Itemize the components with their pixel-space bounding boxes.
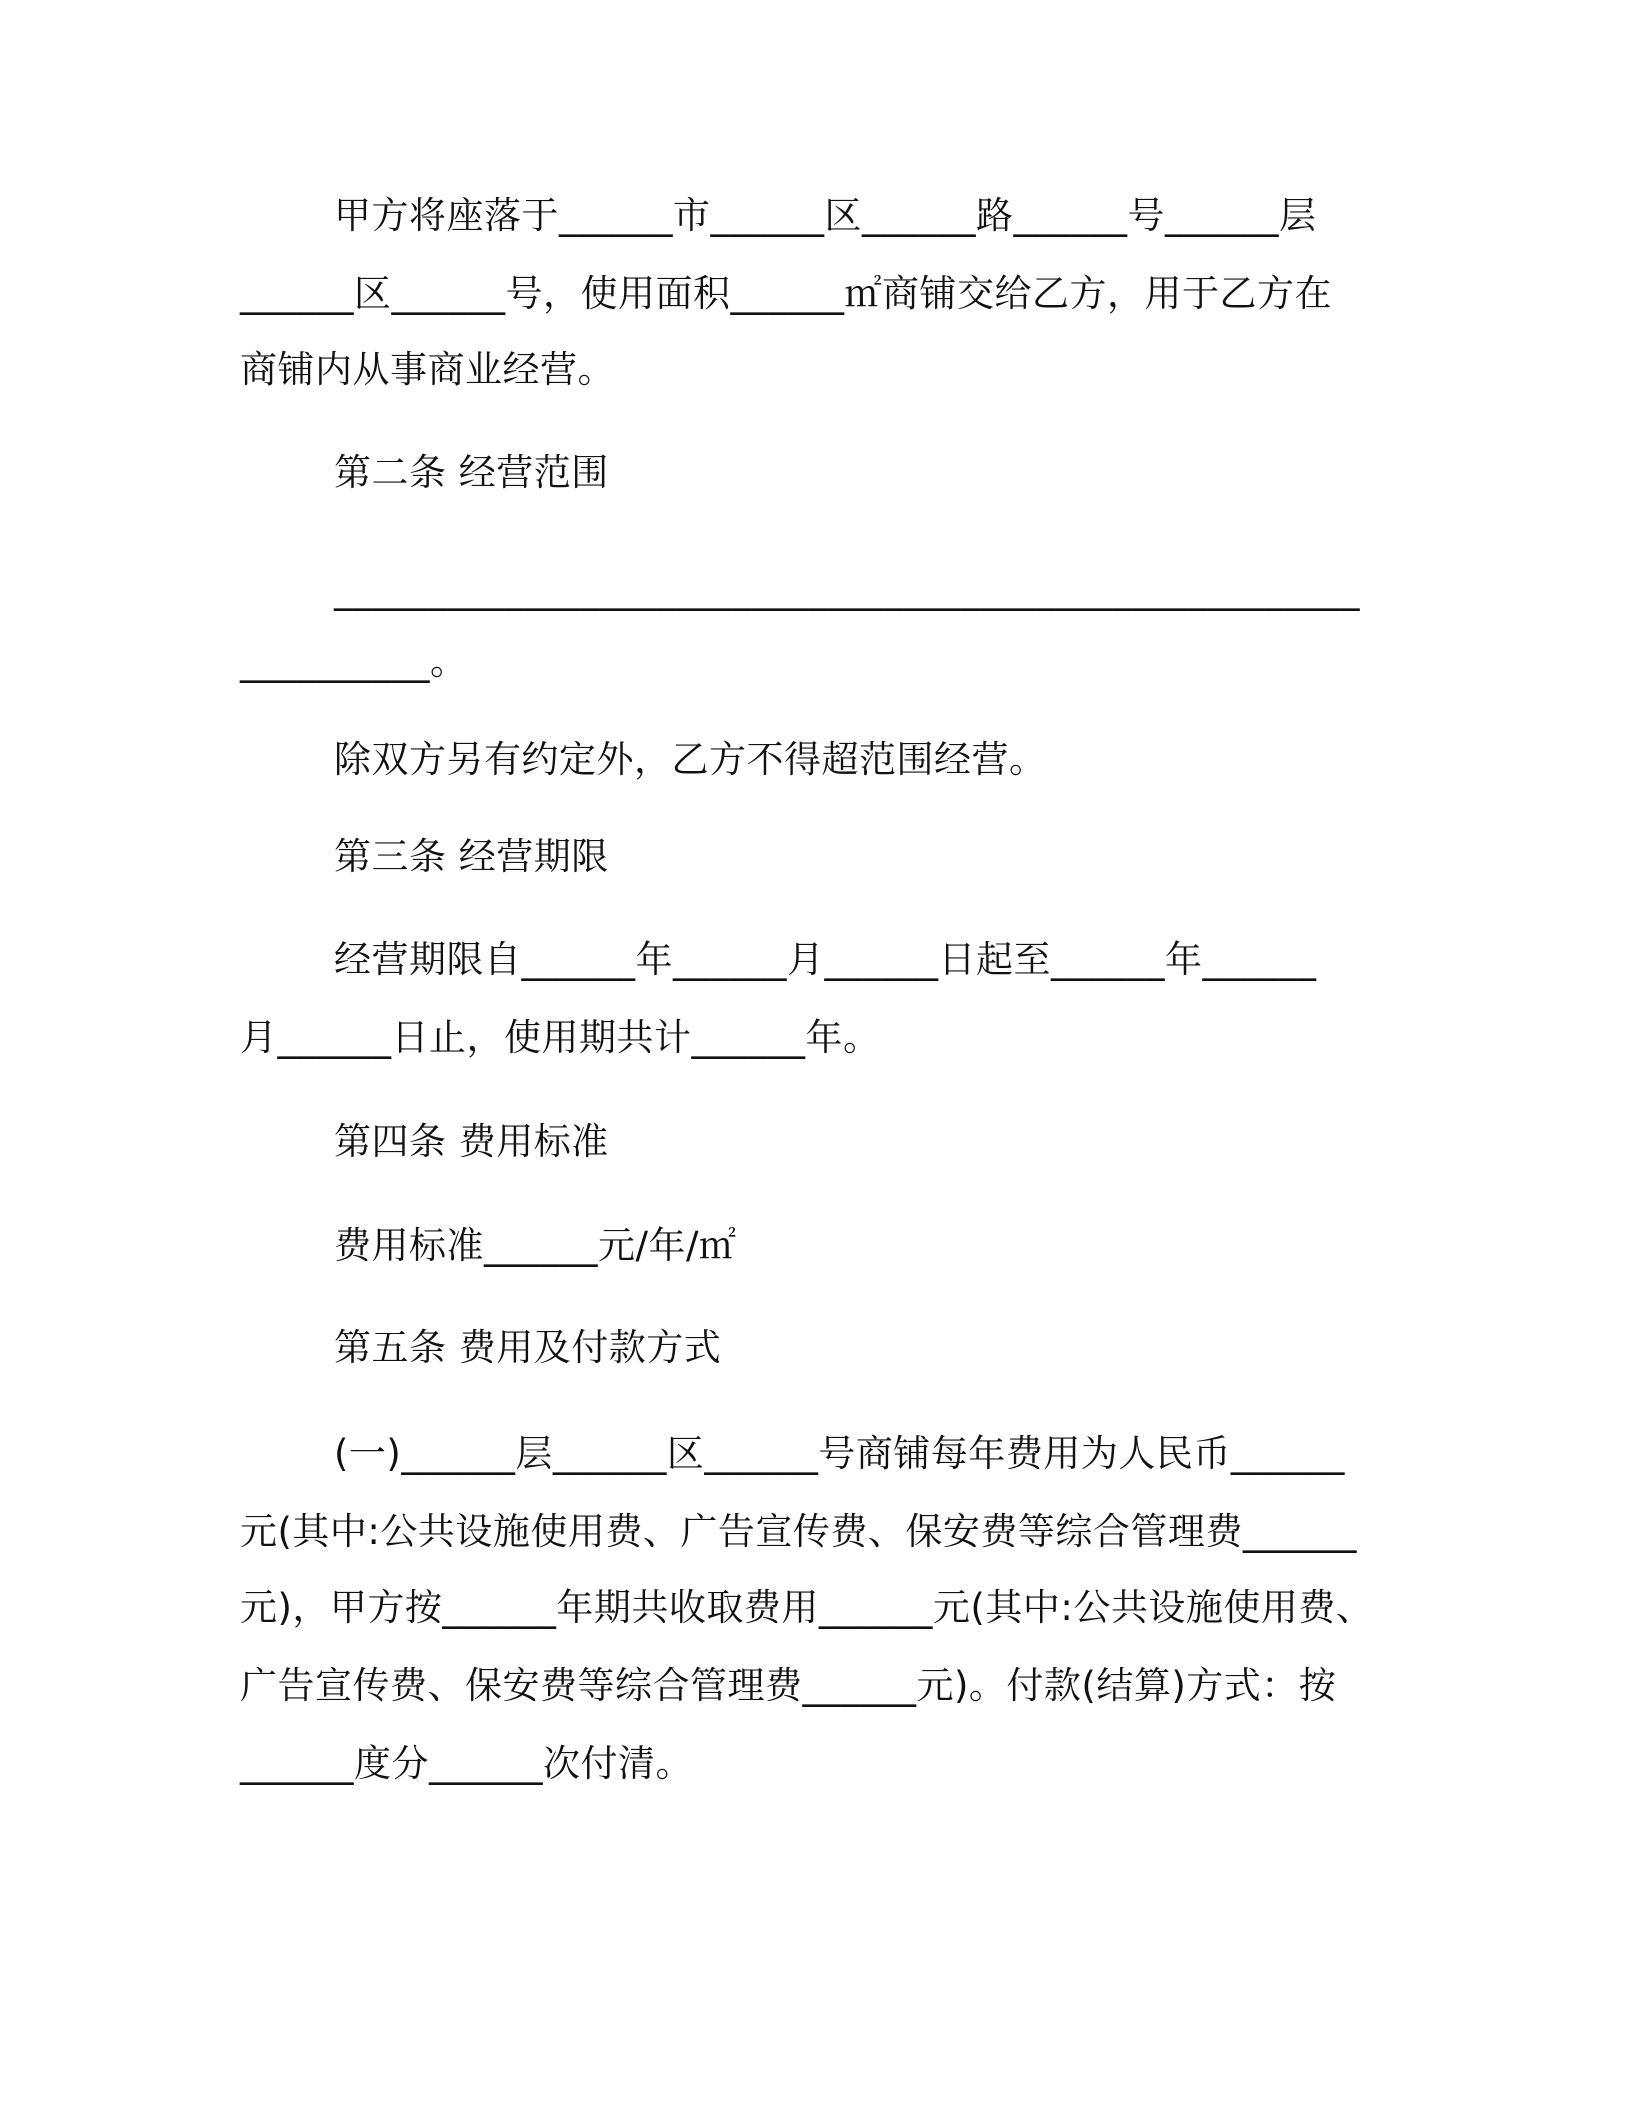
text-line: __________。 [240,640,468,683]
text-line: 月______日止，使用期共计______年。 [240,1016,881,1059]
section-heading: 第三条 经营期限 [334,835,609,878]
text-line: 费用标准______元/年/㎡ [334,1224,737,1267]
text-line: (一)______层______区______号商铺每年费用为人民币______ [334,1432,1345,1475]
text-line: ______度分______次付清。 [240,1742,693,1785]
text-line: ______区______号，使用面积______㎡商铺交给乙方，用于乙方在 [240,272,1332,315]
text-line: 商铺内从事商业经营。 [240,348,615,391]
text-line: 广告宣传费、保安费等综合管理费______元)。付款(结算)方式：按 [240,1664,1337,1707]
text-line: 元(其中:公共设施使用费、广告宣传费、保安费等综合管理费______ [240,1510,1357,1553]
section-heading: 第二条 经营范围 [334,451,609,494]
text-line: 元)，甲方按______年期共收取费用______元(其中:公共设施使用费、 [240,1586,1374,1629]
section-heading: 第四条 费用标准 [334,1120,609,1163]
text-line: 除双方另有约定外，乙方不得超范围经营。 [334,738,1047,781]
section-heading: 第五条 费用及付款方式 [334,1326,722,1369]
text-line: 经营期限自______年______月______日起至______年______ [334,938,1317,981]
text-line: ______________________________________________________ [334,568,1360,611]
text-line: 甲方将座落于______市______区______路______号______层 [334,194,1317,237]
